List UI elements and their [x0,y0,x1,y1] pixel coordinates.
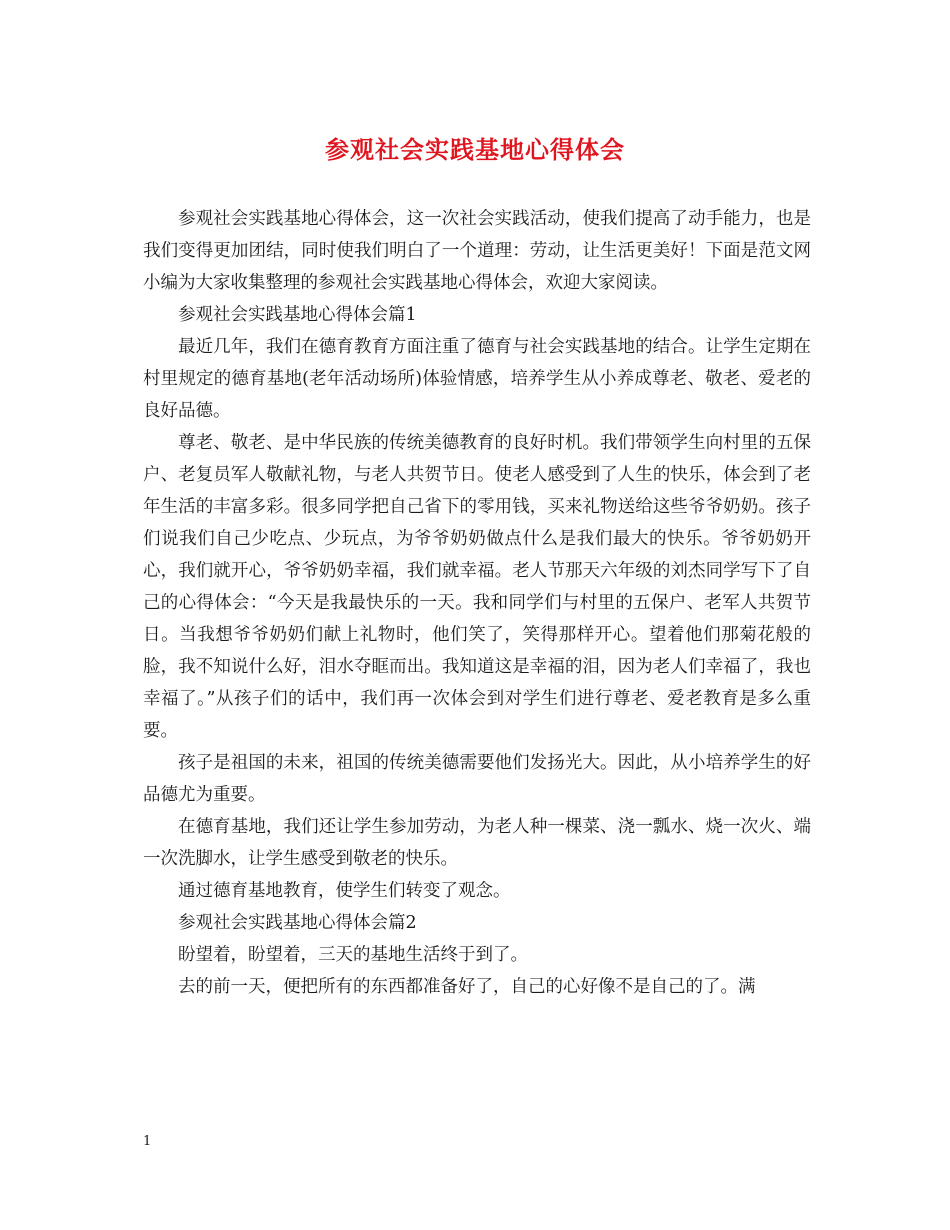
section-heading: 参观社会实践基地心得体会篇1 [178,305,417,325]
paragraph: 最近几年，我们在德育教育方面注重了德育与社会实践基地的结合。让学生定期在村里规定的德育基地(老年活动场所)体验情感，培养学生从小养成尊老、敬老、爱老的良好品德。 [143,337,811,421]
document-body [143,203,811,1003]
document-title: 参观社会实践基地心得体会 [325,135,625,164]
section-heading: 参观社会实践基地心得体会篇2 [178,913,417,933]
paragraph: 参观社会实践基地心得体会，这一次社会实践活动，使我们提高了动手能力，也是我们变得更加团结，同时使我们明白了一个道理：劳动，让生活更美好！下面是范文网小编为大家收集整理的参观社会实践基地心得体会，欢迎大家阅读。 [143,209,811,293]
paragraph: 在德育基地，我们还让学生参加劳动，为老人种一棵菜、浇一瓢水、烧一次火、端一次洗脚水，让学生感受到敬老的快乐。 [143,817,811,869]
paragraph: 去的前一天，便把所有的东西都准备好了，自己的心好像不是自己的了。满 [178,977,756,997]
paragraph: 盼望着，盼望着，三天的基地生活终于到了。 [178,945,528,965]
paragraph: 孩子是祖国的未来，祖国的传统美德需要他们发扬光大。因此，从小培养学生的好品德尤为重要。 [143,753,811,805]
paragraph: 通过德育基地教育，使学生们转变了观念。 [178,881,511,901]
paragraph: 尊老、敬老、是中华民族的传统美德教育的良好时机。我们带领学生向村里的五保户、老复员军人敬献礼物，与老人共贺节日。使老人感受到了人生的快乐，体会到了老年生活的丰富多彩。很多同学把自己省下的零用钱，买来礼物送给这些爷爷奶奶。孩子们说我们自己少吃点、少玩点，为爷爷奶奶做点什么是我们最大的快乐。爷爷奶奶开心，我们就开心，爷爷奶奶幸福，我们就幸福。老人节那天六年级的刘杰同学写下了自己的心得体会：“今天是我最快乐的一天。我和同学们与村里的五保户、老军人共贺节日。当我想爷爷奶奶们献上礼物时，他们笑了，笑得那样开心。望着他们那菊花般的脸，我不知说什么好，泪水夺眶而出。我知道这是幸福的泪，因为老人们幸福了，我也幸福了。”从孩子们的话中，我们再一次体会到对学生们进行尊老、爱老教育是多么重要。 [143,433,811,741]
page-number: 1 [143,1134,152,1149]
